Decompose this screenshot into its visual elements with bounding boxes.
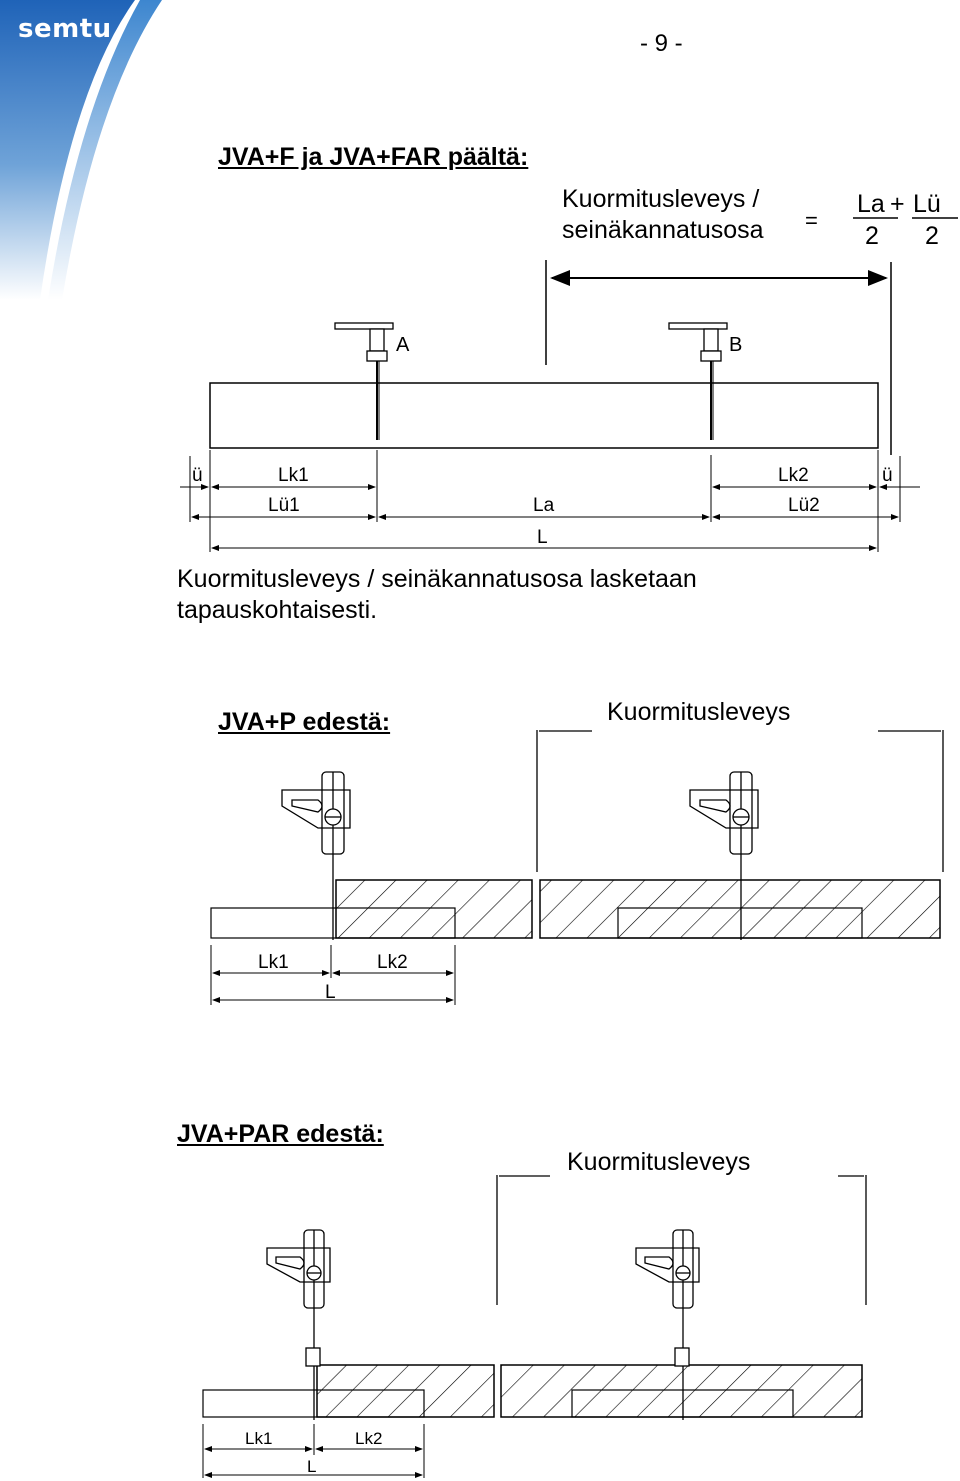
dim-u-left: ü xyxy=(192,465,203,486)
formula-term-lu: Lü xyxy=(913,190,941,218)
s3-dim-l: L xyxy=(307,1457,317,1476)
formula-plus: + xyxy=(890,190,905,218)
formula-denominator-2: 2 xyxy=(925,222,939,250)
formula-term-la: La xyxy=(857,190,885,218)
dim-u-right: ü xyxy=(882,465,893,486)
bracket-label-b: B xyxy=(729,334,743,356)
dim-l: L xyxy=(537,527,548,548)
dim-lu2: Lü2 xyxy=(788,495,820,516)
section2-heading: JVA+P edestä: xyxy=(218,708,391,736)
section2-width-label: Kuormitusleveys xyxy=(607,698,791,726)
s2-dim-l: L xyxy=(325,982,336,1003)
section3-heading: JVA+PAR edestä: xyxy=(177,1120,384,1148)
bracket-label-a: A xyxy=(396,334,410,356)
section1-note: Kuormitusleveys / seinäkannatusosa lasketaan tapauskohtaisesti. xyxy=(177,565,697,624)
s3-dim-lk2: Lk2 xyxy=(355,1429,383,1448)
section3-width-label: Kuormitusleveys xyxy=(567,1148,751,1176)
s2-dim-lk1: Lk1 xyxy=(258,952,289,973)
s2-dim-lk2: Lk2 xyxy=(377,952,408,973)
formula-label-line2: seinäkannatusosa xyxy=(562,216,764,244)
dim-lk2: Lk2 xyxy=(778,465,809,486)
dim-lu1: Lü1 xyxy=(268,495,300,516)
formula-equals: = xyxy=(805,208,818,233)
section1-heading: JVA+F ja JVA+FAR päältä: xyxy=(218,143,529,171)
dim-la: La xyxy=(533,495,555,516)
semtu-logo: semtu xyxy=(18,14,112,44)
formula-denominator-1: 2 xyxy=(865,222,879,250)
dim-lk1: Lk1 xyxy=(278,465,309,486)
formula-label-line1: Kuormitusleveys / xyxy=(562,185,760,213)
page-number: - 9 - xyxy=(640,30,683,57)
s3-dim-lk1: Lk1 xyxy=(245,1429,273,1448)
